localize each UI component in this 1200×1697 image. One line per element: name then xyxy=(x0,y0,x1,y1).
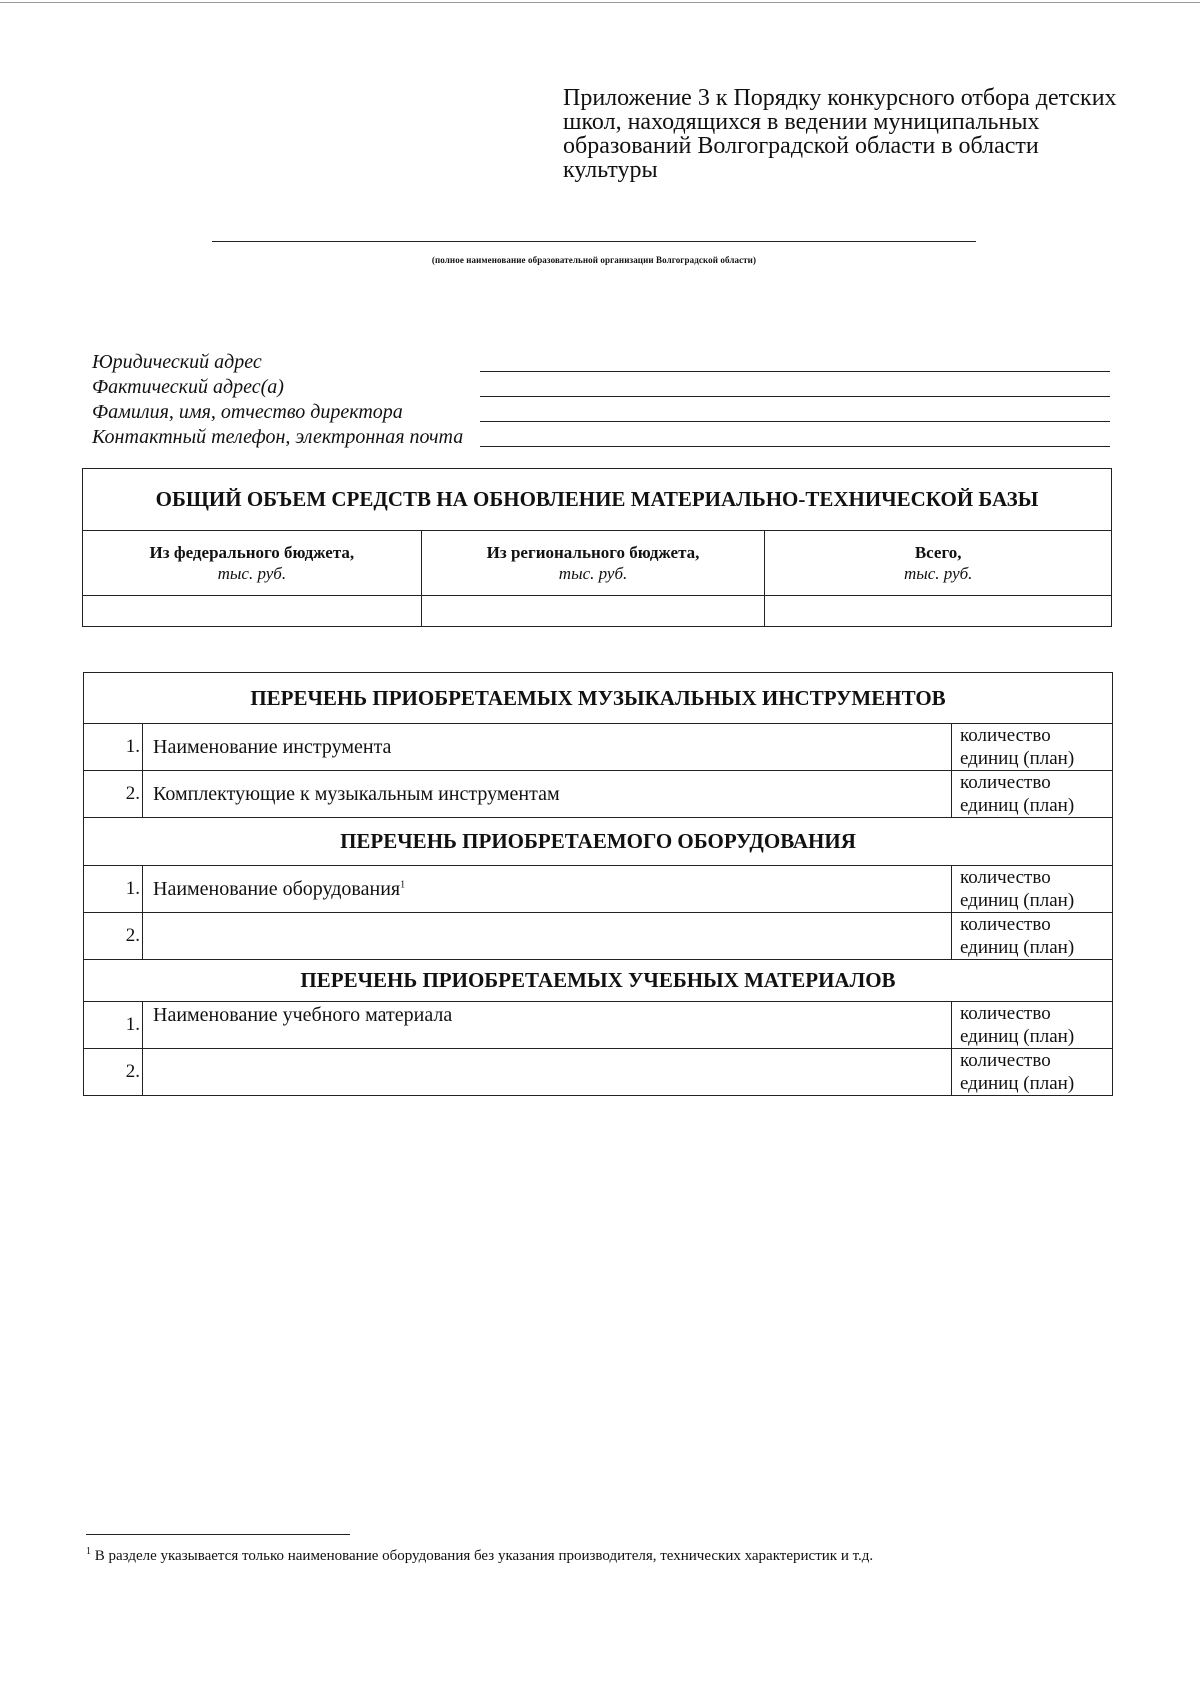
field-input-line[interactable] xyxy=(480,421,1110,422)
footnote xyxy=(86,1546,873,1565)
appendix-header xyxy=(563,86,1137,182)
footnote-separator xyxy=(86,1534,350,1535)
budget-total-value-cell[interactable] xyxy=(765,596,1112,627)
row-name: Наименование инструмента xyxy=(153,735,392,758)
organization-name-caption: (полное наименование образовательной организации Волгоградской области) xyxy=(431,255,757,265)
row-quantity-cell[interactable] xyxy=(952,771,1113,818)
row-name: Комплектующие к музыкальным инструментам xyxy=(153,782,560,805)
field-label: Фамилия, имя, отчество директора xyxy=(92,401,403,423)
quantity-label-line-1: количество xyxy=(960,772,1051,793)
column-label: Всего, xyxy=(914,543,962,562)
organization-name-line[interactable] xyxy=(212,241,976,242)
budget-table xyxy=(82,468,1112,627)
organization-details xyxy=(92,350,1112,450)
row-name-cell[interactable] xyxy=(143,1002,952,1049)
field-legal-address xyxy=(92,350,1112,375)
row-number: 1. xyxy=(84,866,143,913)
table-row xyxy=(84,1049,1113,1096)
row-name-cell[interactable] xyxy=(143,866,952,913)
field-director xyxy=(92,400,1112,425)
field-input-line[interactable] xyxy=(480,371,1110,372)
quantity-label-line-2: единиц (план) xyxy=(960,937,1075,958)
column-unit: тыс. руб. xyxy=(558,564,628,583)
row-name-cell[interactable] xyxy=(143,913,952,960)
budget-federal-value-cell[interactable] xyxy=(83,596,422,627)
quantity-label-line-1: количество xyxy=(960,914,1051,935)
appendix-line-3: образований Волгоградской области в области xyxy=(563,133,1039,159)
column-label: Из регионального бюджета, xyxy=(486,543,700,562)
row-number: 2. xyxy=(84,771,143,818)
table-row xyxy=(84,724,1113,771)
appendix-line-2: школ, находящихся в ведении муниципальных xyxy=(563,109,1040,135)
table-row xyxy=(84,771,1113,818)
quantity-label-line-2: единиц (план) xyxy=(960,795,1075,816)
row-number: 1. xyxy=(84,724,143,771)
field-input-line[interactable] xyxy=(480,446,1110,447)
quantity-label-line-1: количество xyxy=(960,725,1051,746)
quantity-label-line-2: единиц (план) xyxy=(960,890,1075,911)
field-input-line[interactable] xyxy=(480,396,1110,397)
row-quantity-cell[interactable] xyxy=(952,1002,1113,1049)
page-top-rule xyxy=(0,2,1200,3)
column-unit: тыс. руб. xyxy=(903,564,973,583)
row-name-cell[interactable] xyxy=(143,1049,952,1096)
appendix-line-1: Приложение 3 к Порядку конкурсного отбора детских xyxy=(563,85,1117,111)
row-number: 2. xyxy=(84,1049,143,1096)
quantity-label-line-1: количество xyxy=(960,1003,1051,1024)
row-name-cell[interactable] xyxy=(143,771,952,818)
column-label: Из федерального бюджета, xyxy=(149,543,355,562)
section-title-educational-materials: ПЕРЕЧЕНЬ ПРИОБРЕТАЕМЫХ УЧЕБНЫХ МАТЕРИАЛОВ xyxy=(84,960,1113,1002)
quantity-label-line-1: количество xyxy=(960,867,1051,888)
row-number: 1. xyxy=(84,1002,143,1049)
field-label: Юридический адрес xyxy=(92,351,262,373)
table-row xyxy=(84,913,1113,960)
row-number: 2. xyxy=(84,913,143,960)
section-title-instruments: ПЕРЕЧЕНЬ ПРИОБРЕТАЕМЫХ МУЗЫКАЛЬНЫХ ИНСТРУМЕНТОВ xyxy=(84,673,1113,724)
budget-regional-value-cell[interactable] xyxy=(421,596,765,627)
purchase-list-table xyxy=(83,672,1113,1096)
row-name: Наименование оборудования xyxy=(153,877,401,900)
budget-column-federal xyxy=(83,531,422,596)
field-contacts xyxy=(92,425,1112,450)
row-quantity-cell[interactable] xyxy=(952,913,1113,960)
row-quantity-cell[interactable] xyxy=(952,1049,1113,1096)
budget-table-title: ОБЩИЙ ОБЪЕМ СРЕДСТВ НА ОБНОВЛЕНИЕ МАТЕРИАЛЬНО-ТЕХНИЧЕСКОЙ БАЗЫ xyxy=(83,469,1112,531)
footnote-text: В разделе указывается только наименование оборудования без указания производителя, технических характеристик и т.д. xyxy=(94,1548,874,1564)
row-name-cell[interactable] xyxy=(143,724,952,771)
quantity-label-line-2: единиц (план) xyxy=(960,1026,1075,1047)
footnote-mark: 1 xyxy=(86,1546,91,1557)
quantity-label-line-2: единиц (план) xyxy=(960,1073,1075,1094)
quantity-label-line-1: количество xyxy=(960,1050,1051,1071)
row-quantity-cell[interactable] xyxy=(952,724,1113,771)
column-unit: тыс. руб. xyxy=(217,564,287,583)
row-quantity-cell[interactable] xyxy=(952,866,1113,913)
footnote-marker: 1 xyxy=(400,878,406,890)
budget-column-regional xyxy=(421,531,765,596)
quantity-label-line-2: единиц (план) xyxy=(960,748,1075,769)
appendix-line-4: культуры xyxy=(563,157,658,183)
budget-column-total xyxy=(765,531,1112,596)
field-label: Фактический адрес(а) xyxy=(92,376,284,398)
table-row xyxy=(84,1002,1113,1049)
field-label: Контактный телефон, электронная почта xyxy=(92,426,464,448)
field-actual-address xyxy=(92,375,1112,400)
section-title-equipment: ПЕРЕЧЕНЬ ПРИОБРЕТАЕМОГО ОБОРУДОВАНИЯ xyxy=(84,818,1113,866)
row-name: Наименование учебного материала xyxy=(153,1004,453,1026)
table-row xyxy=(84,866,1113,913)
